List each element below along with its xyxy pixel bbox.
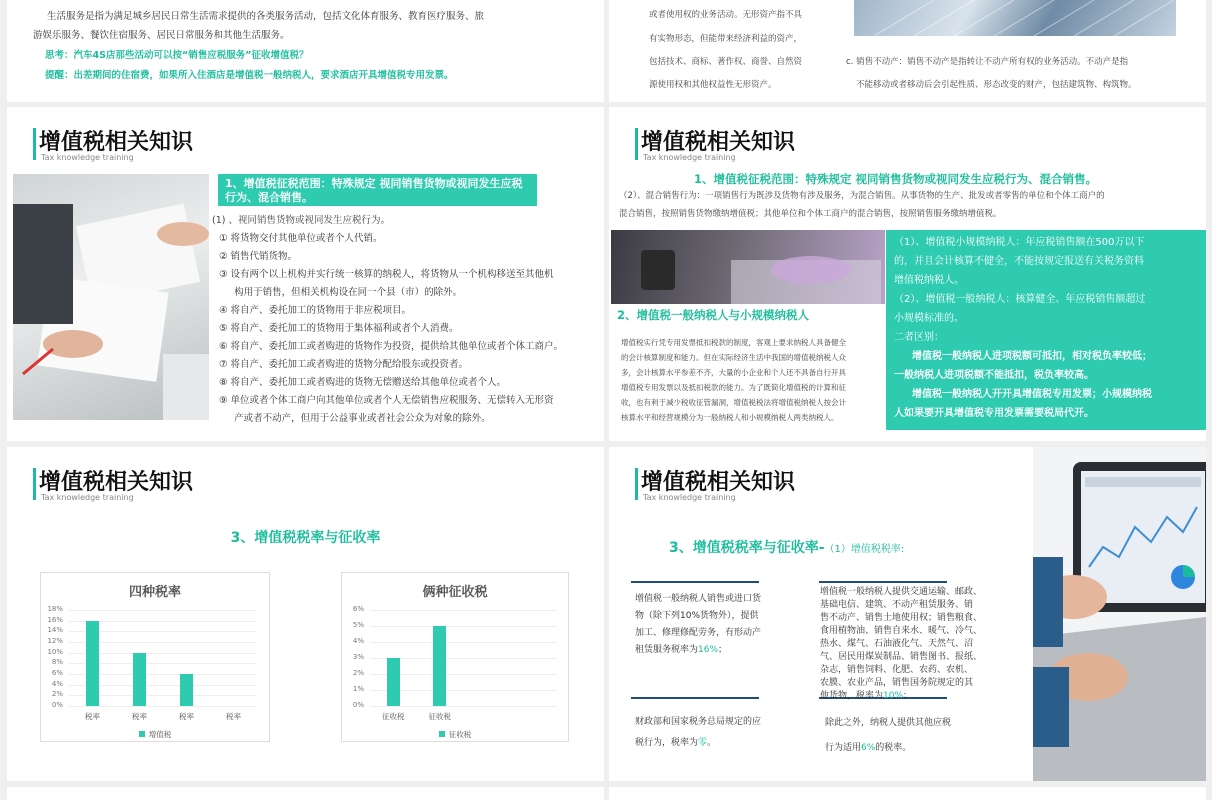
block-text: 除此之外，纳税人提供其他应税 [825,718,952,728]
header-accent-bar [635,128,638,160]
body-text-line: 游娱乐服务、餐饮住宿服务、居民日常服务和其他生活服务。 [33,30,290,41]
definition-line: 增值税纳税人。 [894,275,964,286]
bar [86,621,99,706]
block-text: 农膜、农业产品，销售国务院规定的其 [820,678,974,688]
body-text-line: 增值税专用发票以及抵扣税款的能力。为了既简化增值税的计算和征 [621,383,846,392]
section-heading-sub: （1）增值税税率: [824,544,905,555]
gridline [69,610,257,611]
section-heading: 1、增值税征税范围：特殊规定 视同销售货物或视同发生应税行为、混合销售。 [694,172,1098,186]
body-text-line: 多，会计核算水平参差不齐，大量的小企业和个人还不具备自行开具 [621,368,846,377]
body-text-line: 的会计核算制度和能力。但在实际经济生活中我国的增值税纳税人众 [621,353,846,362]
section-heading [669,537,904,557]
documents-desk-icon [13,174,209,420]
page-subtitle: Tax knowledge training [41,153,134,162]
page-subtitle: Tax knowledge training [643,493,736,502]
block-text: 气、居民用煤炭制品、销售图书、报纸、 [820,652,983,662]
rate-zero-value: 零 [698,738,708,748]
section-heading-main: 3、增值税税率与征收率- [669,540,825,556]
page-subtitle: Tax knowledge training [643,153,736,162]
block-text: 。 [707,738,717,748]
sub-heading: 2、增值税一般纳税人与小规模纳税人 [617,308,809,322]
y-tick-label: 12% [47,637,63,645]
block-line [820,599,982,612]
rate-6-value: 6% [861,743,876,753]
block-text: ； [903,691,913,701]
gridline [69,706,257,707]
block-line [820,690,982,703]
bar [387,658,400,706]
body-text-line: 混合销售，按照销售货物缴纳增值税；其他单位和个体工商户的混合销售，按照销售服务缴纳增值税。 [619,209,1002,219]
block-line [635,712,761,733]
block-line [820,625,982,638]
x-tick-label: 税率 [132,712,147,721]
block-line [820,586,982,599]
body-text-line: （2）、混合销售行为：一项销售行为既涉及货物有涉及服务，为混合销售。从事货物的生产、批发或者零售的单位和个体工商户的 [619,191,1105,201]
definition-line: （2）、增值税一般纳税人：核算健全、年应税销售额超过 [894,294,1146,305]
block-line [825,736,951,761]
difference-line: 增值税一般纳税人开开具增值税专用发票；小规模纳税 [912,389,1152,400]
page-title: 增值税相关知识 [39,130,194,155]
page-title: 增值税相关知识 [641,470,796,495]
chart-two-levy-rates [341,572,569,742]
taxpayer-definitions [894,233,1152,423]
y-tick-label: 2% [51,690,63,699]
meeting-photo [13,174,209,420]
gridline [370,626,556,627]
chart-four-rates [40,572,270,742]
body-text-line: 或者使用权的业务活动。无形资产指不具 [649,10,803,20]
body-text-line: 有实物形态，但能带来经济利益的资产， [649,34,803,44]
x-tick-label: 税率 [179,712,194,721]
block-text: 的税率。 [875,743,912,753]
block-text: 杂志，销售饲料、化肥、农药、农机、 [820,665,974,675]
slide-next-cropped [609,787,1206,800]
slide-intangible-assets [609,0,1206,102]
list-item: ⑨ 单位或者个体工商户向其他单位或者个人无偿销售应税服务、无偿转入无形资 [219,395,554,406]
y-tick-label: 6% [51,669,63,677]
block-line [820,664,982,677]
slide-tax-rate-details [609,447,1206,781]
block-text: ； [718,645,728,655]
section-heading: 1、增值税征税范围：特殊规定 视同销售货物或视同发生应税行为、混合销售。 [225,177,523,204]
list-item: 构用于销售，但相关机构设在同一个县（市）的除外。 [219,287,463,298]
x-tick-label: 税率 [85,712,100,721]
list-item: ② 销售代销货物。 [219,251,298,262]
definition-line: 小规模标准的。 [894,313,964,324]
slide-tax-rates-charts [7,447,604,781]
block-text: 租赁服务税率为 [635,645,699,655]
y-tick-label: 1% [352,685,364,693]
block-line [635,733,761,754]
header-accent-bar [33,128,36,160]
list-item: ③ 设有两个以上机构并实行统一核算的纳税人，将货物从一个机构移送至其他机 [219,269,554,280]
block-line [820,651,982,664]
section-heading: 3、增值税税率与征收率 [230,530,381,546]
block-text: 增值税一般纳税人销售或进口货 [635,594,762,604]
list-intro: (1) 、视同销售货物或视同发生应税行为。 [212,215,390,226]
block-line [635,625,761,642]
chart-title: 俩种征收税 [422,585,488,600]
block-text: 他货物，税率为 [820,691,884,701]
slide-services [7,0,604,102]
header-accent-bar [635,468,638,500]
laptop-typing-photo [611,230,885,304]
taxpayer-explanation [621,335,846,425]
definition-line: （1）、增值税小规模纳税人：年应税销售额在500万以下 [894,237,1145,248]
legend-label: 征收税 [448,730,472,739]
legend-label: 增值税 [148,730,172,739]
block-line [820,612,982,625]
rate-block-10 [820,586,982,703]
y-tick-label: 2% [352,669,364,677]
think-note: 思考：汽车4S店那些活动可以按“销售应税服务”征收增值税？ [45,50,309,61]
body-text-line: 收，也有利于减少税收征管漏洞，增值税税法将增值税纳税人按会计 [621,398,846,407]
list-item: ⑧ 将自产、委托加工或者购进的货物无偿赠送给其他单位或者个人。 [219,377,507,388]
legend [41,729,269,740]
building-photo [854,0,1176,36]
gridline [370,642,556,643]
block-line [825,711,951,736]
block-text: 食用植物油、销售自来水、暖气、冷气、 [820,626,983,636]
block-line [635,591,761,608]
body-text-line: 包括技术、商标、著作权、商誉、自然资 [649,57,803,67]
y-tick-label: 4% [352,637,364,645]
block-rule [819,581,947,583]
block-text: 加工、修理修配劳务，有形动产 [635,628,762,638]
page-subtitle: Tax knowledge training [41,493,134,502]
coffee-cup-icon [611,230,885,304]
chart-title: 四种税率 [128,585,181,600]
y-tick-label: 16% [47,615,63,624]
y-tick-label: 4% [51,679,63,688]
block-text: 基础电信、建筑、不动产租赁服务、销 [820,600,974,610]
laptop-dashboard-icon [1033,447,1206,781]
definition-line: 的，并且会计核算不健全，不能按规定报送有关税务资料 [894,256,1144,267]
laptop-analytics-photo [1033,447,1206,781]
y-tick-label: 14% [47,626,63,635]
header-accent-bar [33,468,36,500]
list-item: ④ 将自产、委托加工的货物用于非应税项目。 [219,305,412,316]
difference-line: 一般纳税人进项税额不能抵扣，税负率较高。 [894,370,1094,381]
block-text: 增值税一般纳税人提供交通运输、邮政、 [820,587,983,597]
block-text: 售不动产、销售土地使用权；销售粮食、 [820,613,983,623]
remind-note: 提醒：出差期间的住宿费，如果所入住酒店是增值税一般纳税人，要求酒店开具增值税专用发票。 [45,70,454,81]
body-text-line: 增值税实行凭专用发票抵扣税款的制度，客观上要求纳税人具备健全 [621,338,846,347]
building-glass-icon [854,0,1176,36]
slide-deemed-sales [7,107,604,441]
y-tick-label: 0% [51,701,63,709]
page-title: 增值税相关知识 [641,130,796,155]
rate-block-zero [635,712,761,754]
block-rule [631,697,759,699]
block-text: 热水、煤气、石油液化气、天然气、沼 [820,639,974,649]
block-line [635,608,761,625]
list-item: 产或者不动产，但用于公益事业或者社会公众为对象的除外。 [219,413,491,424]
list-item: ⑦ 将自产、委托加工或者购进的货物分配给股东或投资者。 [219,359,469,370]
difference-line: 增值税一般纳税人进项税额可抵扣，相对税负率较低； [912,351,1152,362]
block-text: 财政部和国家税务总局规定的应 [635,717,762,727]
block-text: 行为适用 [825,743,862,753]
legend-swatch [139,731,145,737]
y-tick-label: 5% [352,621,364,629]
block-text: 税行为，税率为 [635,738,699,748]
x-tick-label: 征收税 [382,712,405,721]
body-text-line: 核算水平和经营规模分为一般纳税人和小规模纳税人两类纳税人。 [621,413,839,422]
rate-block-6 [825,711,951,761]
list-item: ⑥ 将自产、委托加工或者购进的货物作为投资，提供给其他单位或者个体工商户。 [219,341,564,352]
bar [433,626,446,706]
list-item: ⑤ 将自产、委托加工的货物用于集体福利或者个人消费。 [219,323,459,334]
difference-line: 人如果要开具增值税专用发票需要税局代开。 [894,408,1094,419]
x-tick-label: 征收税 [428,712,451,721]
bar [180,674,193,706]
body-text-line: 生活服务是指为满足城乡居民日常生活需求提供的各类服务活动，包括文化体育服务、教育医疗服务、旅 [47,11,485,22]
x-tick-label: 税率 [226,712,241,721]
slide-taxpayer-types [609,107,1206,441]
rate-10-value: 10% [883,691,904,701]
block-line [820,638,982,651]
y-tick-label: 0% [352,701,364,709]
y-tick-label: 3% [352,653,364,661]
gridline [370,706,556,707]
definition-line: 二者区别： [894,332,944,343]
legend [342,729,568,740]
body-text-line: 不能移动或者移动后会引起性质、形态改变的财产，包括建筑物、构筑物。 [856,80,1137,90]
slide-next-cropped [7,787,604,800]
y-tick-label: 6% [352,605,364,613]
y-tick-label: 18% [47,605,63,613]
block-text: 物（除下列10%货物外），提供 [635,611,759,621]
block-line [820,677,982,690]
y-tick-label: 10% [47,647,63,656]
body-text-line: 源使用权和其他权益性无形资产。 [649,80,777,90]
legend-swatch [439,731,445,737]
rate-block-16 [635,591,761,659]
y-tick-label: 8% [51,658,63,667]
block-line [635,642,761,659]
list-item: ① 将货物交付其他单位或者个人代销。 [219,233,383,244]
bar [133,653,146,706]
deemed-sales-list [219,230,563,428]
rate-16-value: 16% [698,645,719,655]
block-rule [631,581,759,583]
body-text-line: c. 销售不动产：销售不动产是指转让不动产所有权的业务活动。不动产是指 [846,57,1129,67]
page-title: 增值税相关知识 [39,470,194,495]
gridline [370,610,556,611]
